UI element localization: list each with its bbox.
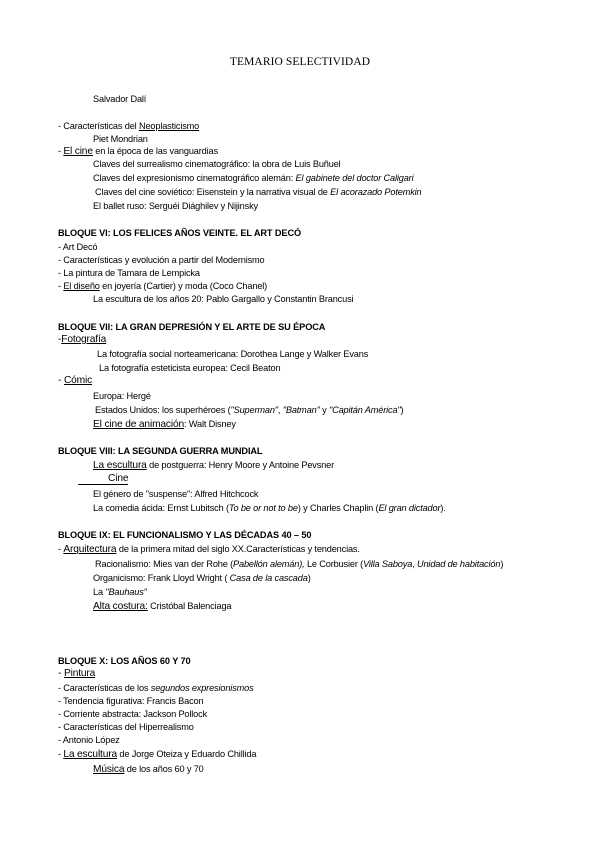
comic-heading bbox=[58, 375, 92, 387]
text: Organicismo: Frank Lloyd Wright ( bbox=[93, 573, 228, 583]
text: ). bbox=[440, 503, 446, 513]
fotografia-heading bbox=[58, 334, 106, 346]
underlined-text: El cine de animación bbox=[93, 419, 185, 430]
text: Racionalismo: Mies van der Rohe ( bbox=[95, 559, 234, 569]
cine-heading: Cine bbox=[78, 473, 128, 485]
list-item: Europa: Hergé bbox=[93, 391, 151, 401]
underlined-text: Arquitectura bbox=[63, 544, 117, 555]
list-item bbox=[58, 748, 256, 761]
text: en joyería (Cartier) y moda (Coco Chanel) bbox=[99, 281, 268, 291]
text: - Características de los bbox=[58, 683, 151, 693]
italic-text: "Bauhaus" bbox=[105, 587, 147, 597]
italic-text: El gran dictador bbox=[378, 503, 441, 513]
text: - bbox=[58, 668, 64, 679]
italic-text: To be or not to be bbox=[228, 503, 298, 513]
text: La bbox=[93, 587, 106, 597]
bloque-viii-header: BLOQUE VIII: LA SEGUNDA GUERRA MUNDIAL bbox=[58, 446, 263, 456]
list-item bbox=[93, 459, 334, 472]
list-item: El género de "suspense": Alfred Hitchcock bbox=[93, 489, 259, 499]
text: Estados Unidos: los superhéroes ( bbox=[95, 405, 231, 415]
list-item: La escultura de los años 20: Pablo Gargallo y Constantin Brancusi bbox=[93, 294, 354, 304]
list-item bbox=[58, 543, 360, 556]
bloque-vi-header: BLOQUE VI: LOS FELICES AÑOS VEINTE. EL ART DECÓ bbox=[58, 228, 302, 238]
list-item: - La pintura de Tamara de Lempicka bbox=[58, 268, 200, 278]
italic-text: "Capitán América" bbox=[328, 405, 401, 415]
underlined-text: La escultura bbox=[63, 749, 118, 760]
italic-text: "Batman" bbox=[282, 405, 320, 415]
expresionismo-line bbox=[93, 172, 413, 184]
list-item bbox=[58, 280, 267, 292]
text: - Características del bbox=[58, 121, 139, 131]
text: de los años 60 y 70 bbox=[124, 764, 204, 774]
ballet-line: El ballet ruso: Serguéi Diághilev y Nijinsky bbox=[93, 201, 258, 211]
list-item: - Tendencia figurativa: Francis Bacon bbox=[58, 696, 204, 706]
underlined-text: Música bbox=[93, 764, 125, 775]
text: , bbox=[277, 405, 283, 415]
underlined-text: Cómic bbox=[63, 375, 93, 386]
underlined-text: Neoplasticismo bbox=[138, 121, 200, 131]
text: La comedia ácida: Ernst Lubitsch ( bbox=[93, 503, 229, 513]
text: Claves del expresionismo cinematográfico alemán: bbox=[93, 173, 296, 183]
text: - bbox=[58, 544, 64, 554]
text: Claves del cine soviético: Eisenstein y la narrativa visual de bbox=[95, 187, 331, 197]
text: en la época de las vanguardias bbox=[92, 146, 218, 156]
underlined-text: El cine bbox=[63, 146, 93, 157]
list-item: - Antonio López bbox=[58, 735, 120, 745]
list-item bbox=[95, 404, 403, 416]
list-item: - Características y evolución a partir del Modernismo bbox=[58, 255, 265, 265]
italic-text: El gabinete del doctor Caligari bbox=[295, 173, 414, 183]
underlined-text: Fotografía bbox=[61, 334, 107, 345]
bloque-vii-header: BLOQUE VII: LA GRAN DEPRESIÓN Y EL ARTE DE SU ÉPOCA bbox=[58, 322, 326, 332]
text: y bbox=[319, 405, 329, 415]
document-title: TEMARIO SELECTIVIDAD bbox=[229, 56, 371, 68]
text: ) bbox=[307, 573, 311, 583]
text: - bbox=[58, 146, 64, 156]
list-item: La fotografía esteticista europea: Cecil Beaton bbox=[99, 363, 281, 373]
underlined-text: Pintura bbox=[63, 668, 96, 679]
text: - bbox=[58, 749, 64, 759]
list-item bbox=[58, 682, 254, 694]
text: - bbox=[58, 334, 62, 345]
list-item bbox=[93, 572, 311, 584]
text: : Walt Disney bbox=[184, 419, 236, 429]
neoplasticismo-line bbox=[58, 120, 199, 132]
text: Cristóbal Balenciaga bbox=[147, 601, 232, 611]
text: de postguerra: Henry Moore y Antoine Pevsner bbox=[146, 460, 335, 470]
text: ) y Charles Chaplin ( bbox=[297, 503, 379, 513]
text: Le Corbusier ( bbox=[304, 559, 364, 569]
dali-line: Salvador Dalí bbox=[93, 94, 147, 104]
list-item bbox=[93, 763, 204, 776]
mondrian-line: Piet Mondrian bbox=[93, 134, 148, 144]
list-item: La fotografía social norteamericana: Dorothea Lange y Walker Evans bbox=[97, 349, 369, 359]
list-item bbox=[93, 418, 236, 431]
list-item bbox=[95, 558, 503, 570]
underlined-text: Alta costura: bbox=[93, 601, 148, 612]
list-item bbox=[93, 586, 147, 598]
surrealismo-line: Claves del surrealismo cinematográfico: la obra de Luis Buñuel bbox=[93, 159, 341, 169]
list-item: - Características del Hiperrealismo bbox=[58, 722, 194, 732]
list-item: - Art Decó bbox=[58, 242, 98, 252]
bloque-x-header: BLOQUE X: LOS AÑOS 60 Y 70 bbox=[58, 656, 191, 666]
text: ) bbox=[500, 559, 504, 569]
text: de la primera mitad del siglo XX.Características y tendencias. bbox=[116, 544, 360, 554]
bloque-ix-header: BLOQUE IX: EL FUNCIONALISMO Y LAS DÉCADAS 40 – 50 bbox=[58, 530, 312, 540]
italic-text: Villa Saboya bbox=[363, 559, 413, 569]
sovietico-line bbox=[95, 186, 422, 198]
list-item bbox=[93, 600, 231, 613]
italic-text: Pabellón alemán), bbox=[233, 559, 305, 569]
text: ) bbox=[400, 405, 404, 415]
text: - bbox=[58, 375, 64, 386]
pintura-heading bbox=[58, 668, 95, 680]
italic-text: "Superman" bbox=[230, 405, 278, 415]
underlined-text: La escultura bbox=[93, 460, 147, 471]
italic-text: El acorazado Potemkin bbox=[330, 187, 422, 197]
list-item bbox=[93, 502, 446, 514]
text: - bbox=[58, 281, 64, 291]
text: de Jorge Oteiza y Eduardo Chillida bbox=[117, 749, 257, 759]
text: , bbox=[412, 559, 417, 569]
italic-text: Casa de la cascada bbox=[227, 573, 308, 583]
underlined-text: El diseño bbox=[63, 281, 100, 291]
italic-text: segundos expresionismos bbox=[150, 683, 254, 693]
italic-text: Unidad de habitación bbox=[416, 559, 501, 569]
cine-vanguardias-line bbox=[58, 145, 218, 158]
list-item: - Corriente abstracta: Jackson Pollock bbox=[58, 709, 208, 719]
